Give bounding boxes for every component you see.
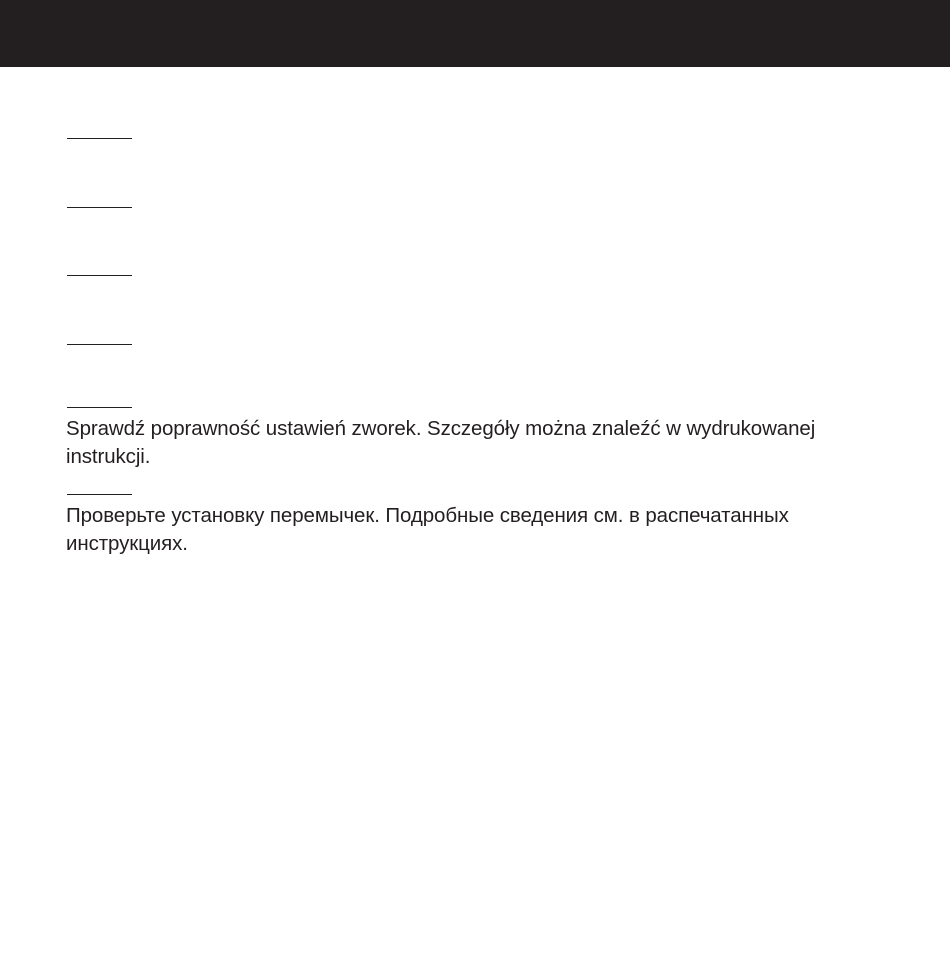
section-divider-5 xyxy=(67,407,132,408)
instruction-text-russian: Проверьте установку перемычек. Подробные сведения см. в распечатанных инструкциях. xyxy=(66,504,789,555)
section-divider-1 xyxy=(67,138,132,139)
section-divider-3 xyxy=(67,275,132,276)
instruction-text-polish: Sprawdź poprawność ustawień zworek. Szczegóły można znaleźć w wydrukowanej instrukcji. xyxy=(66,417,816,468)
section-divider-4 xyxy=(67,344,132,345)
header-bar xyxy=(0,0,950,67)
section-divider-2 xyxy=(67,207,132,208)
section-divider-6 xyxy=(67,494,132,495)
